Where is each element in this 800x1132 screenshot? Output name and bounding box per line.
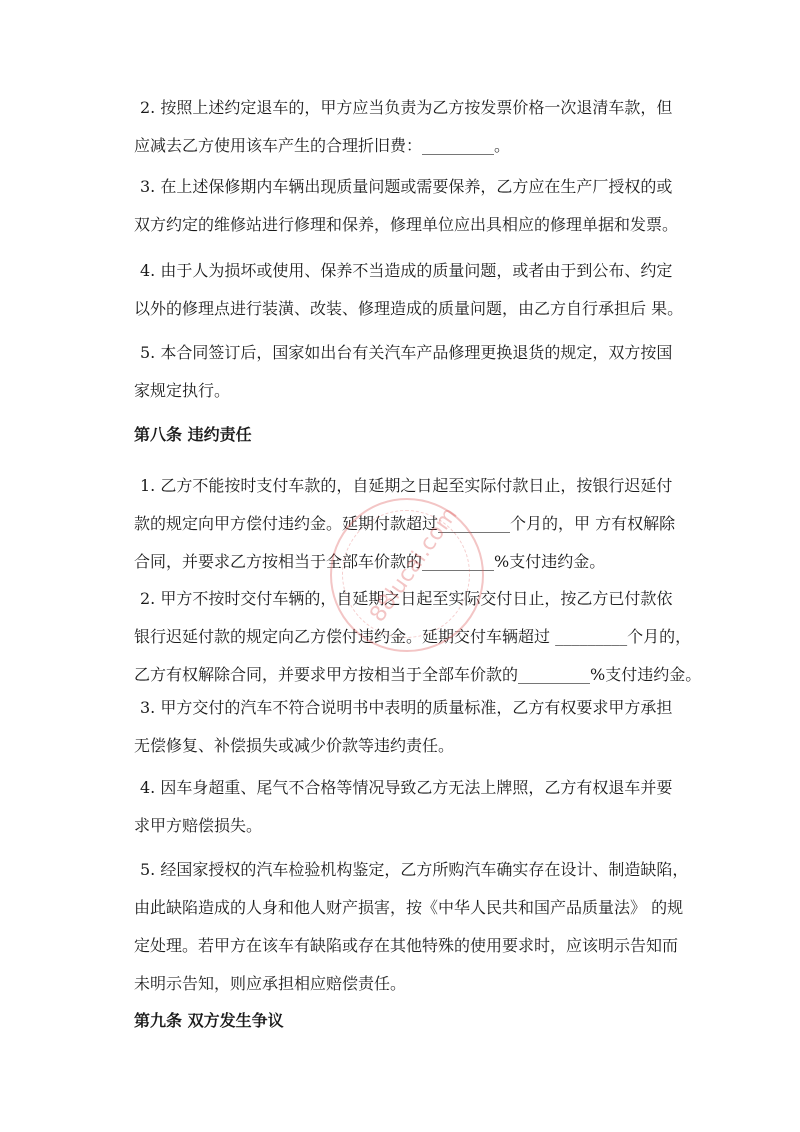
- text-line: 未明示告知，则应承担相应赔偿责任。: [134, 974, 407, 993]
- text-line: 由此缺陷造成的人身和他人财产损害，按《中华人民共和国产品质量法》 的规: [134, 898, 684, 917]
- clause-8-5: [134, 851, 689, 1003]
- clause-8-4: [134, 769, 674, 845]
- text-line: 2. 按照上述约定退车的，甲方应当负责为乙方按发票价格一次退清车款，但: [140, 98, 673, 117]
- text-line: 3. 甲方交付的汽车不符合说明书中表明的质量标准，乙方有权要求甲方承担: [140, 698, 673, 717]
- text-line: 3. 在上述保修期内车辆出现质量问题或需要保养，乙方应在生产厂授权的或: [140, 177, 673, 196]
- text-line: 合同，并要求乙方按相当于全部车价款的_________%支付违约金。: [134, 552, 606, 571]
- text-line: 应减去乙方使用该车产生的合理折旧费：_________。: [134, 136, 511, 155]
- text-line: 2. 甲方不按时交付车辆的，自延期之日起至实际交付日止，按乙方已付款依: [140, 589, 673, 608]
- text-line: 双方约定的维修站进行修理和保养，修理单位应出具相应的修理单据和发票。: [134, 215, 679, 234]
- clause-7-4: [134, 252, 684, 328]
- section-8-heading-block: [134, 416, 674, 454]
- watermark-text: 88lucai.com: [365, 502, 463, 627]
- text-line: 款的规定向甲方偿付违约金。延期付款超过_________个月的，甲 方有权解除: [134, 514, 676, 533]
- text-line: 乙方有权解除合同，并要求甲方按相当于全部车价款的_________%支付违约金。: [134, 665, 702, 684]
- clause-8-2: [134, 580, 702, 694]
- clause-7-3: [134, 168, 679, 244]
- text-line: 1. 乙方不能按时支付车款的，自延期之日起至实际付款日止，按银行迟延付: [140, 476, 673, 495]
- text-line: 银行迟延付款的规定向乙方偿付违约金。延期交付车辆超过 _________个月的，: [134, 627, 692, 646]
- text-line: 5. 经国家授权的汽车检验机构鉴定，乙方所购汽车确实存在设计、制造缺陷，: [140, 860, 689, 879]
- text-line: 定处理。若甲方在该车有缺陷或存在其他特殊的使用要求时，应该明示告知而: [134, 936, 679, 955]
- text-line: 4. 由于人为损坏或使用、保养不当造成的质量问题，或者由于到公布、约定: [140, 261, 673, 280]
- text-line: 以外的修理点进行装潢、改装、修理造成的质量问题，由乙方自行承担后 果。: [134, 299, 684, 318]
- section-heading: 第九条 双方发生争议: [134, 1011, 284, 1030]
- text-line: 求甲方赔偿损失。: [134, 816, 263, 835]
- text-line: 5. 本合同签订后，国家如出台有关汽车产品修理更换退货的规定，双方按国: [140, 343, 673, 362]
- section-heading: 第八条 违约责任: [134, 425, 252, 444]
- section-9-heading-block: [134, 1002, 674, 1040]
- clause-7-5: [134, 334, 674, 410]
- text-line: 家规定执行。: [134, 381, 231, 400]
- clause-8-1: [134, 467, 674, 581]
- clause-7-2: [134, 89, 674, 165]
- text-line: 4. 因车身超重、尾气不合格等情况导致乙方无法上牌照，乙方有权退车并要: [140, 778, 673, 797]
- clause-8-3: [134, 689, 674, 765]
- text-line: 无偿修复、补偿损失或减少价款等违约责任。: [134, 736, 455, 755]
